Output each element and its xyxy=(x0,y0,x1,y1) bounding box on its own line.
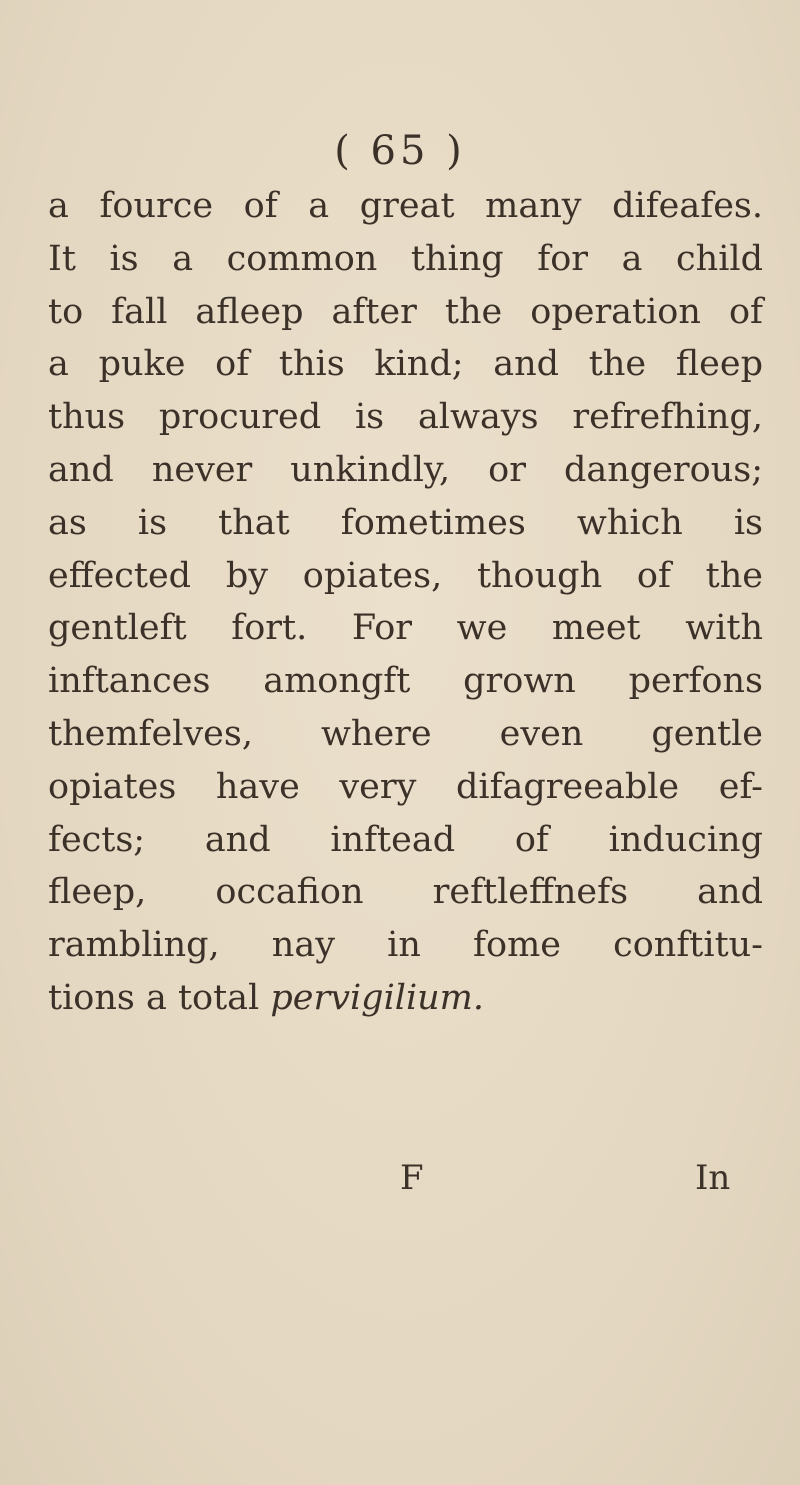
text-line: fects; and inftead of inducing xyxy=(48,819,763,860)
text-line-last xyxy=(48,972,763,1025)
text-line: effected by opiates, though of the xyxy=(48,555,763,596)
text-line: fleep, occafion reftleffnefs and xyxy=(48,872,763,913)
text-line: gentleft fort. For we meet with xyxy=(48,608,763,649)
text-roman: tions a total xyxy=(48,977,271,1018)
text-line: It is a common thing for a child xyxy=(48,238,763,279)
text-italic: pervigilium. xyxy=(270,977,485,1018)
catchword: In xyxy=(695,1158,731,1198)
text-line: to fall afleep after the operation of xyxy=(48,291,763,332)
text-line: inftances amongft grown perfons xyxy=(48,661,763,702)
text-line: themfelves, where even gentle xyxy=(48,713,763,754)
text-line: a puke of this kind; and the fleep xyxy=(48,344,763,385)
page-number: ( 65 ) xyxy=(334,128,466,174)
page-body xyxy=(48,180,763,1025)
text-line: opiates have very difagreeable ef- xyxy=(48,766,763,807)
text-line: thus procured is always refrefhing, xyxy=(48,397,763,438)
text-line: as is that fometimes which is xyxy=(48,502,763,543)
text-line: and never unkindly, or dangerous; xyxy=(48,449,763,490)
signature-mark: F xyxy=(400,1158,424,1198)
text-line: rambling, nay in fome conftitu- xyxy=(48,925,763,966)
text-line: a fource of a great many difeafes. xyxy=(48,186,763,226)
